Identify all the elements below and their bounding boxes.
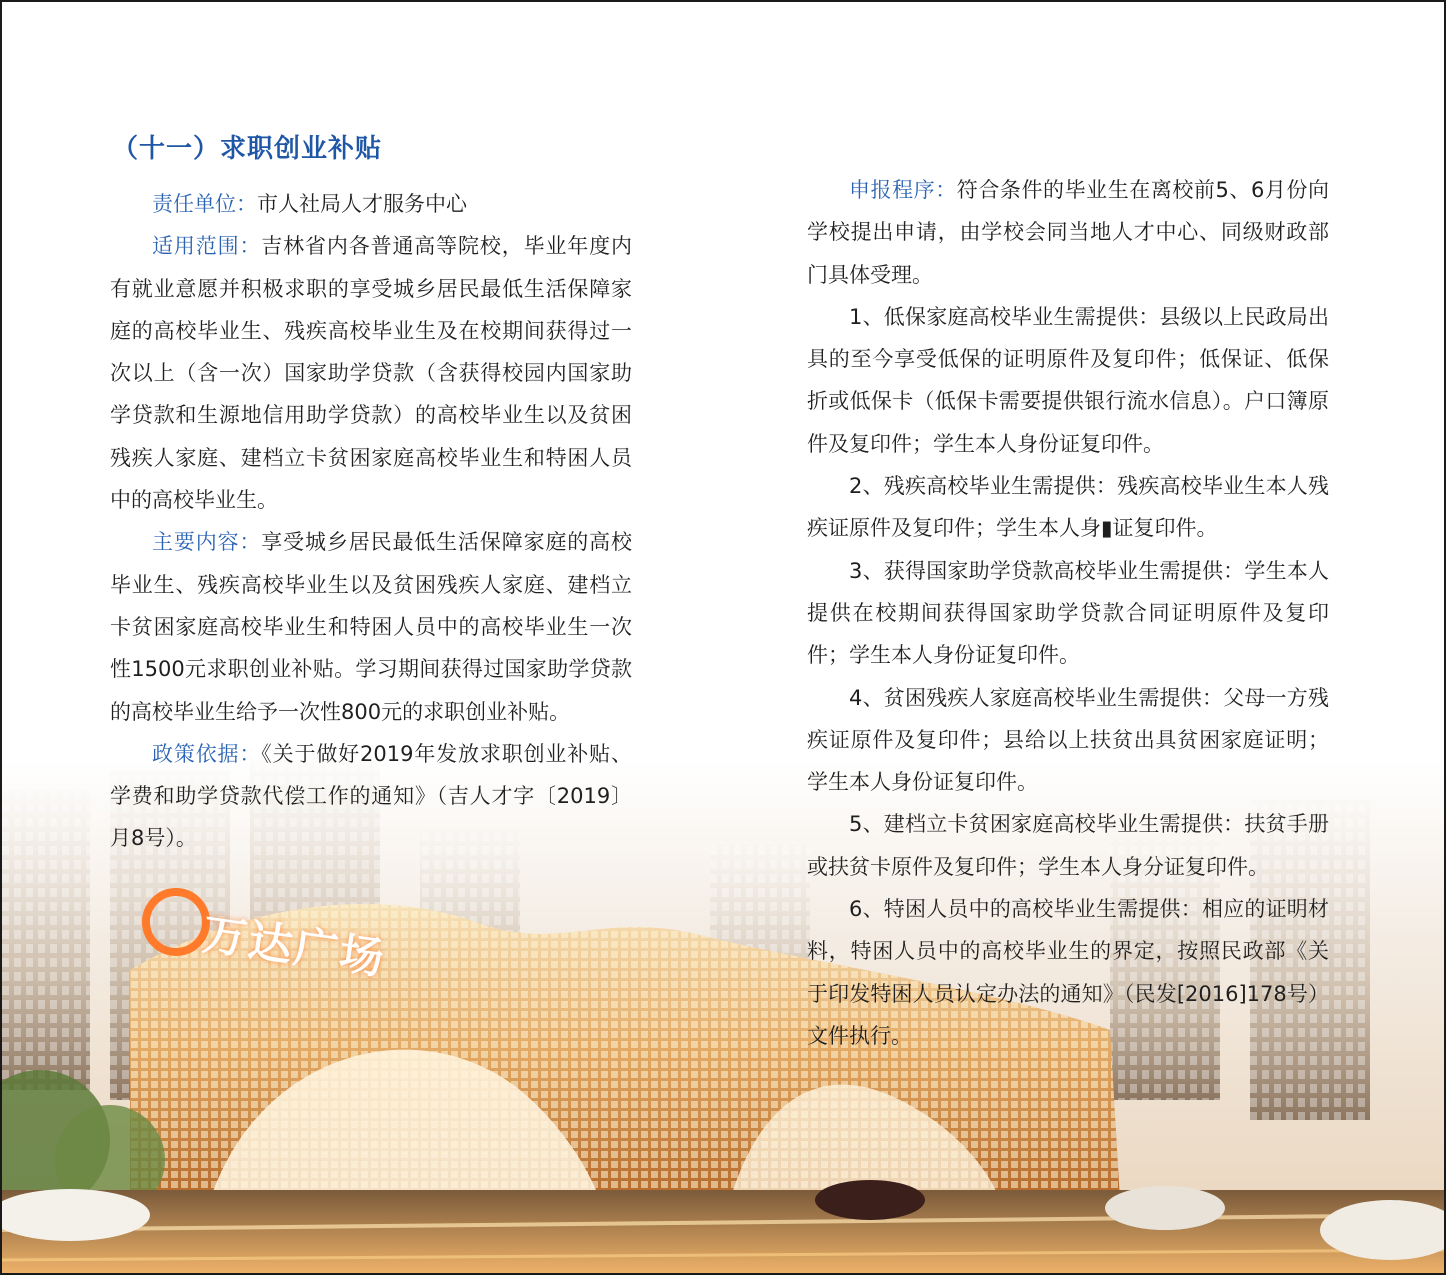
section-heading: （十一）求职创业补贴 [112, 134, 383, 164]
basis-text: 《关于做好2019年发放求职创业补贴、学费和助学贷款代偿工作的通知》（吉人才字〔2019〕月8号）。 [110, 741, 632, 851]
requirement-item: 6、特困人员中的高校毕业生需提供：相应的证明材料，特困人员中的高校毕业生的界定，按照民政部《关于印发特困人员认定办法的通知》（民发[2016]178号）文件执行。 [807, 897, 1329, 1048]
scope-text: 吉林省内各普通高等院校，毕业年度内有就业意愿并积极求职的享受城乡居民最低生活保障家庭的高校毕业生、残疾高校毕业生及在校期间获得过一次以上（含一次）国家助学贷款（含获得校园内国家助学贷款和生源地信用助学贷款）的高校毕业生以及贫困残疾人家庭、建档立卡贫困家庭高校毕业生和特困人员中的高校毕业生。 [110, 234, 633, 513]
requirement-item: 1、低保家庭高校毕业生需提供：县级以上民政局出具的至今享受低保的证明原件及复印件；低保证、低保折或低保卡（低保卡需要提供银行流水信息）。户口簿原件及复印件；学生本人身份证复印件。 [807, 304, 1329, 456]
mall-sign-text: 万达广场 [199, 908, 389, 986]
basis-label: 政策依据： [152, 741, 262, 766]
scope-label: 适用范围： [152, 234, 262, 259]
requirement-item: 3、获得国家助学贷款高校毕业生需提供：学生本人提供在校期间获得国家助学贷款合同证明原件及复印件；学生本人身份证复印件。 [807, 558, 1329, 668]
procedure-label: 申报程序： [849, 178, 957, 202]
requirement-item: 4、贫困残疾人家庭高校毕业生需提供：父母一方残疾证原件及复印件；县给以上扶贫出具贫困家庭证明；学生本人身份证复印件。 [807, 685, 1329, 795]
requirement-item: 2、残疾高校毕业生需提供：残疾高校毕业生本人残疾证原件及复印件；学生本人身▮证复印件。 [807, 474, 1329, 541]
requirement-item: 5、建档立卡贫困家庭高校毕业生需提供：扶贫手册或扶贫卡原件及复印件；学生本人身分证复印件。 [807, 812, 1329, 879]
content-label: 主要内容： [152, 530, 262, 555]
procedure-text: 符合条件的毕业生在离校前5、6月份向学校提出申请，由学校会同当地人才中心、同级财政部门具体受理。 [807, 178, 1329, 287]
responsible-text: 市人社局人才服务中心 [257, 192, 467, 216]
content-text: 享受城乡居民最低生活保障家庭的高校毕业生、残疾高校毕业生以及贫困残疾人家庭、建档立卡贫困家庭高校毕业生和特困人员中的高校毕业生一次性1500元求职创业补贴。学习期间获得过国家助学贷款的高校毕业生给予一次性800元的求职创业补贴。 [110, 530, 633, 724]
responsible-label: 责任单位： [152, 192, 257, 216]
